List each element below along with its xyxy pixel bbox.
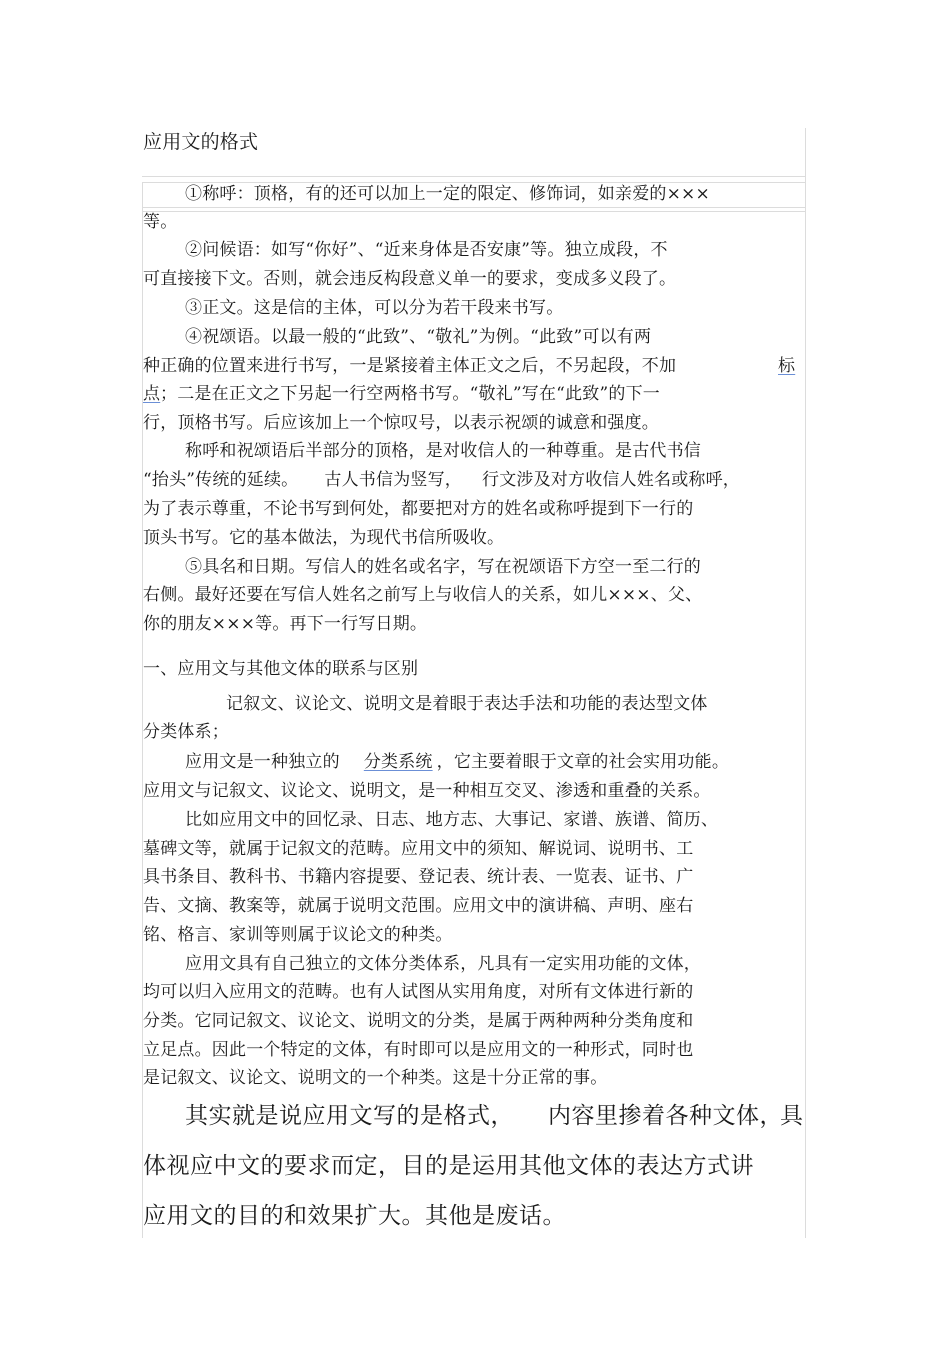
frame-right-border: [805, 128, 806, 1238]
text-line: ①称呼：顶格，有的还可以加上一定的限定、修饰词，如亲爱的×××: [185, 184, 710, 204]
text-fragment: “抬头”传统的延续。: [143, 470, 299, 490]
text-line: 告、文摘、教案等，就属于说明文范围。应用文中的演讲稿、声明、座右: [143, 896, 694, 916]
text-line: 铭、格言、家训等则属于议论文的种类。: [143, 925, 453, 945]
text-line: 为了表示尊重，不论书写到何处，都要把对方的姓名或称呼提到下一行的: [143, 499, 694, 519]
text-fragment: 古人书信为竖写，: [324, 470, 462, 490]
text-line: 行，顶格书写。后应该加上一个惊叹号，以表示祝颂的诚意和强度。: [143, 413, 659, 433]
text-line: 应用文具有自己独立的文体分类体系，凡具有一定实用功能的文体，: [185, 954, 701, 974]
text-line-large: 体视应中文的要求而定，目的是运用其他文体的表达方式讲: [143, 1153, 754, 1179]
text-line: 记叙文、议论文、说明文是着眼于表达手法和功能的表达型文体: [226, 694, 708, 714]
text-line: ③正文。这是信的主体，可以分为若干段来书写。: [185, 298, 564, 318]
text-fragment: 其实就是说应用文写的是格式，: [185, 1103, 514, 1129]
text-fragment: 应用文是一种独立的: [185, 752, 340, 772]
text-line: ⑤具名和日期。写信人的姓名或名字，写在祝颂语下方空一至二行的: [185, 557, 701, 577]
text-line: 分类体系；: [143, 722, 229, 742]
text-line: 比如应用文中的回忆录、日志、地方志、大事记、家谱、族谱、简历、: [185, 810, 719, 830]
text-line: 可直接接下文。否则，就会违反构段意义单一的要求，变成多义段了。: [143, 269, 677, 289]
text-line: 种正确的位置来进行书写，一是紧接着主体正文之后，不另起段，不加: [143, 356, 677, 376]
text-fragment: 具: [780, 1103, 804, 1129]
text-line: 顶头书写。它的基本做法，为现代书信所吸收。: [143, 528, 505, 548]
frame-row-divider-1: [142, 176, 806, 177]
text-line: 你的朋友×××等。再下一行写日期。: [143, 614, 428, 634]
text-line: 墓碑文等，就属于记叙文的范畴。应用文中的须知、解说词、说明书、工: [143, 839, 694, 859]
text-line-large: 应用文的目的和效果扩大。其他是废话。: [143, 1203, 566, 1229]
text-fragment-underlined: 标: [778, 356, 796, 376]
text-line: ；二是在正文之下另起一行空两格书写。“敬礼”写在“此致”的下一: [160, 384, 660, 404]
text-line: ②问候语：如写“你好”、“近来身体是否安康”等。独立成段，不: [185, 240, 668, 260]
text-line: 应用文与记叙文、议论文、说明文，是一种相互交叉、渗透和重叠的关系。: [143, 781, 711, 801]
text-fragment-underlined: 点: [143, 384, 161, 404]
text-fragment: 行文涉及对方收信人姓名或称呼，: [482, 470, 740, 490]
text-line: 立足点。因此一个特定的文体，有时即可以是应用文的一种形式，同时也: [143, 1040, 694, 1060]
text-line: 均可以归入应用文的范畴。也有人试图从实用角度，对所有文体进行新的: [143, 982, 694, 1002]
frame-row-divider-2: [142, 182, 806, 183]
text-line: 分类。它同记叙文、议论文、说明文的分类，是属于两种两种分类角度和: [143, 1011, 694, 1031]
text-fragment: ，它主要着眼于文章的社会实用功能。: [436, 752, 730, 772]
text-fragment-underlined: 分类系统: [363, 752, 433, 772]
section-heading: 一、应用文与其他文体的联系与区别: [143, 659, 419, 679]
text-line: 称呼和祝颂语后半部分的顶格，是对收信人的一种尊重。是古代书信: [185, 441, 701, 461]
text-line: 等。: [143, 212, 178, 232]
text-fragment: 内容里掺着各种文体，: [548, 1103, 783, 1129]
frame-row-divider-4: [142, 211, 806, 212]
text-line: 是记叙文、议论文、说明文的一个种类。这是十分正常的事。: [143, 1068, 608, 1088]
text-line: 右侧。最好还要在写信人姓名之前写上与收信人的关系，如儿×××、父、: [143, 585, 703, 605]
document-title: 应用文的格式: [143, 131, 259, 153]
text-line: ④祝颂语。以最一般的“此致”、“敬礼”为例。“此致”可以有两: [185, 327, 652, 347]
text-line: [185, 752, 729, 772]
text-line: [143, 470, 740, 490]
frame-row-divider-3: [142, 207, 806, 208]
text-line-large: [185, 1102, 783, 1130]
text-line: 具书条目、教科书、书籍内容提要、登记表、统计表、一览表、证书、广: [143, 867, 694, 887]
